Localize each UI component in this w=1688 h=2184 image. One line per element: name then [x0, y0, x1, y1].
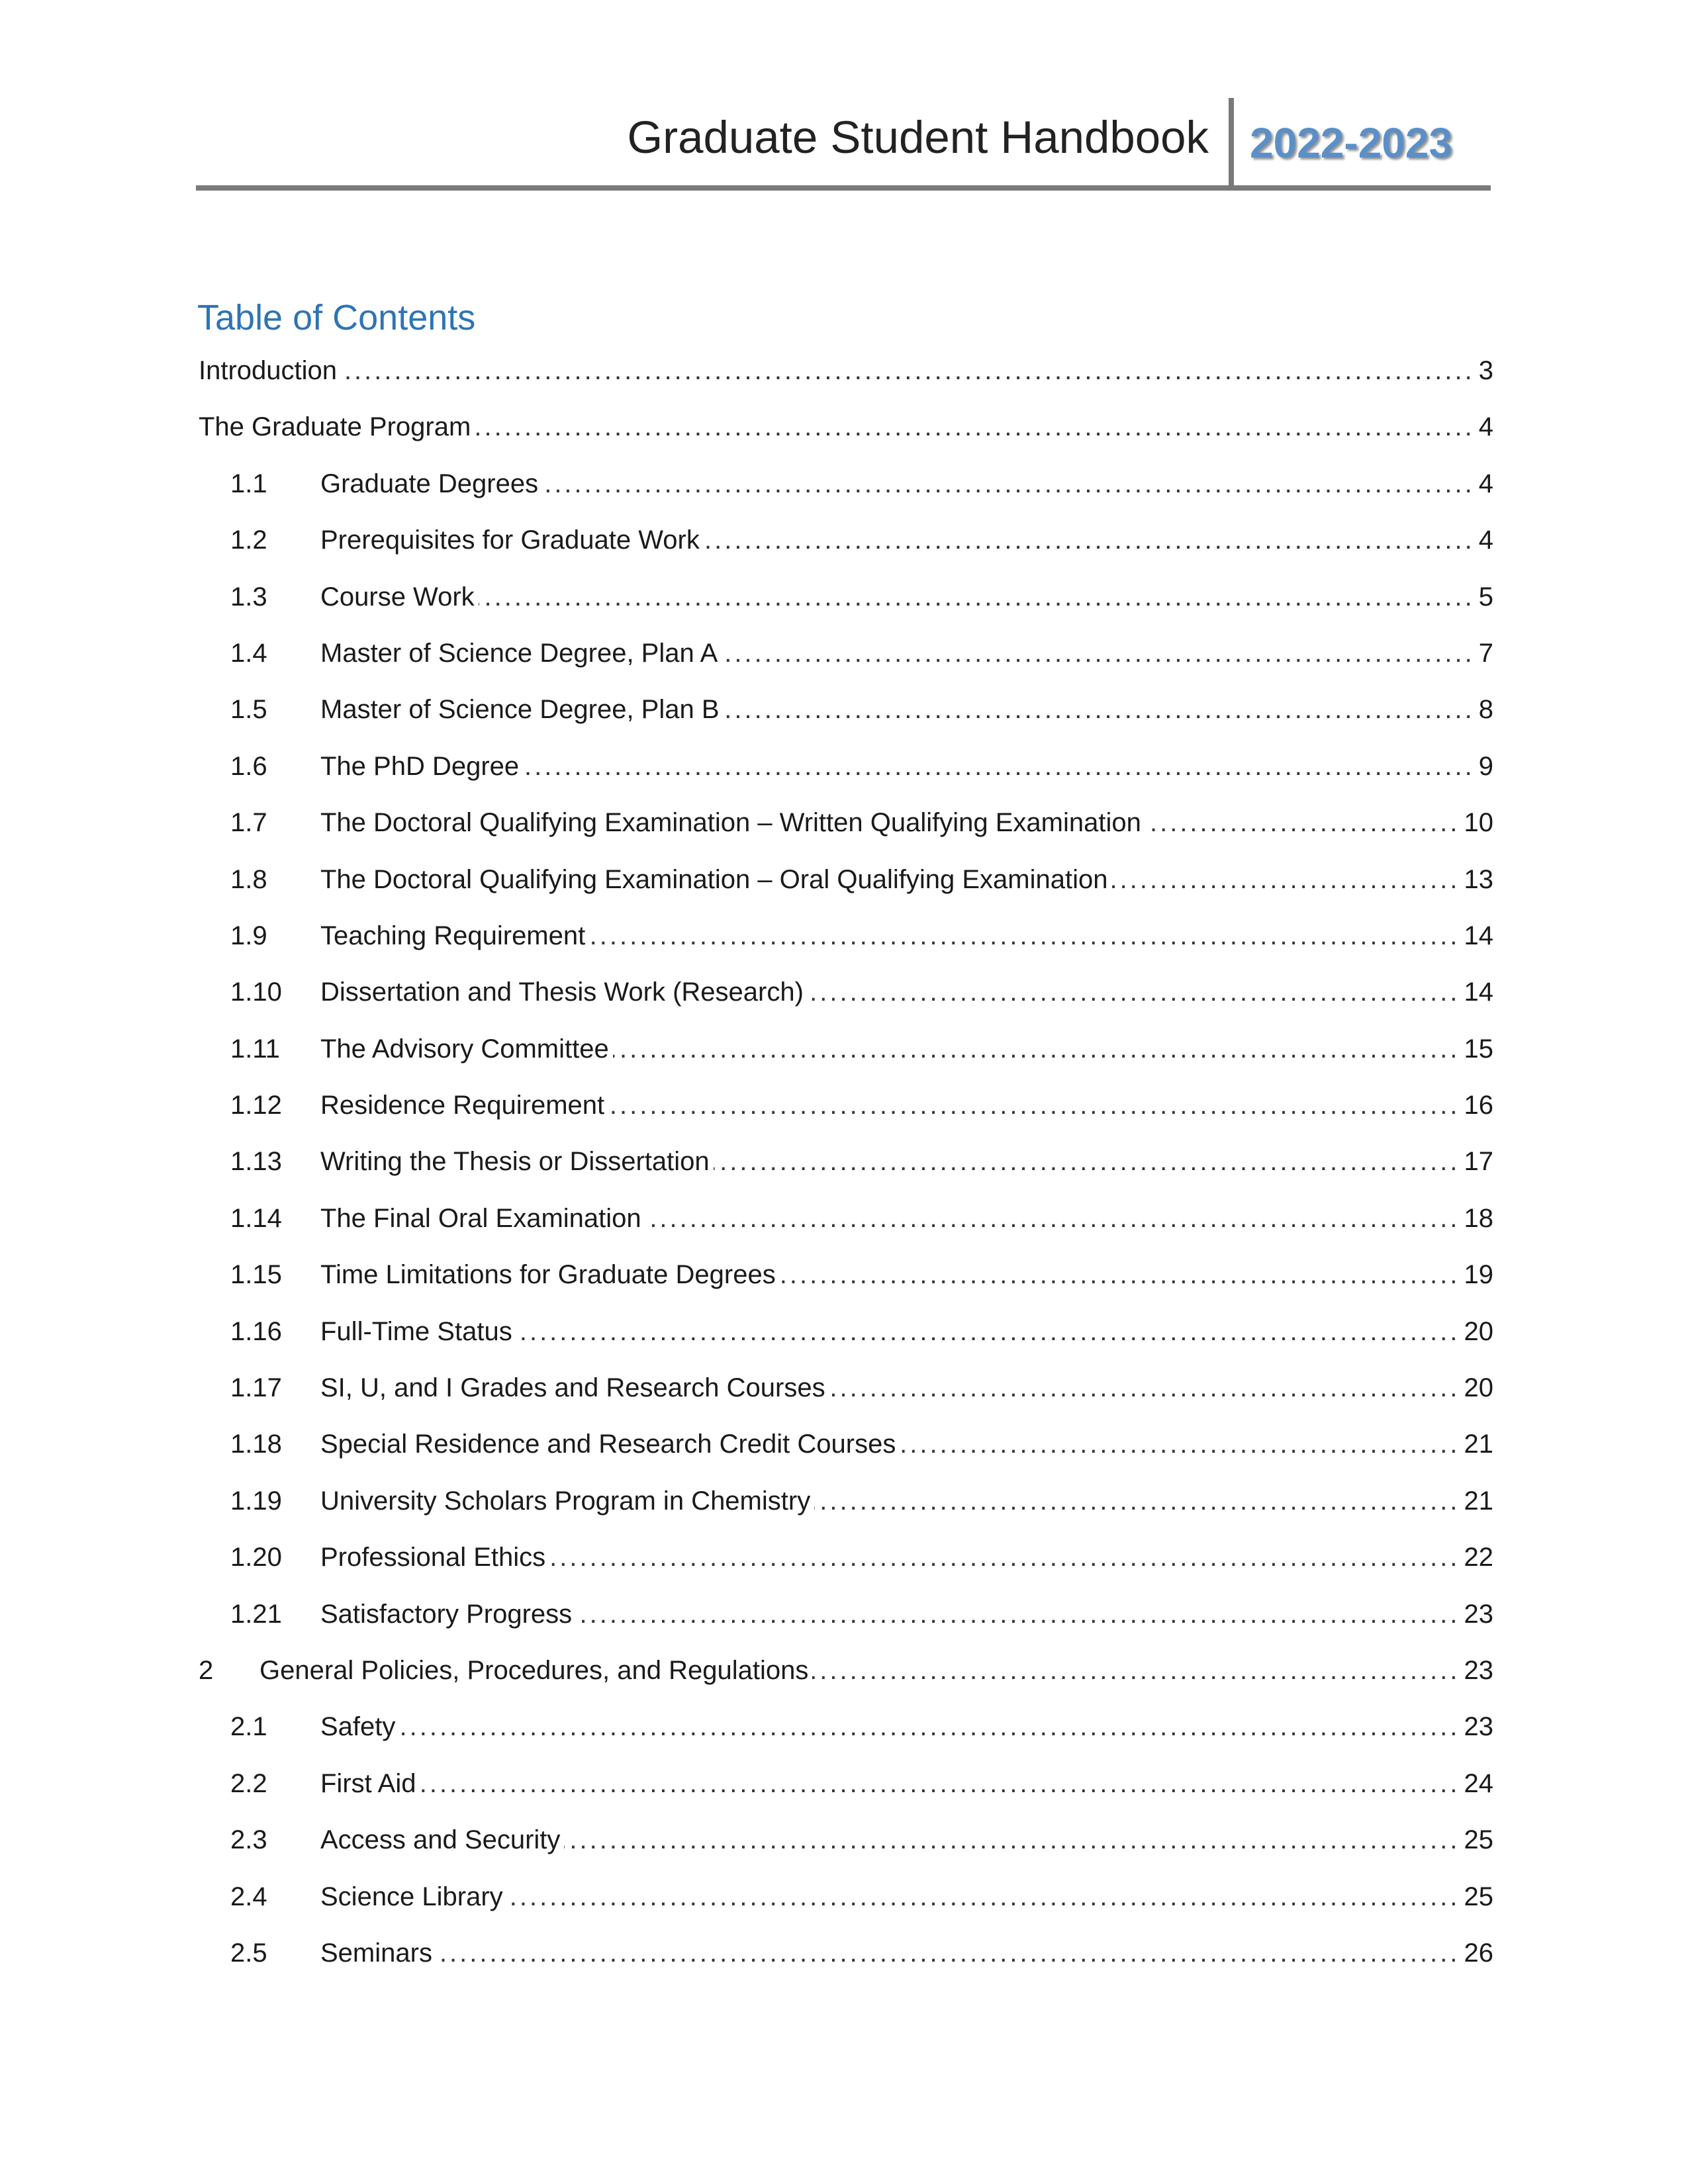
toc-entry-number: 2.5: [230, 1938, 267, 1968]
toc-entry-title: The Final Oral Examination: [320, 1203, 641, 1233]
toc-entry-number: 1.9: [230, 921, 267, 950]
toc-dot-leader: [829, 1368, 1460, 1408]
toc-dot-leader: [1111, 860, 1460, 899]
toc-entry[interactable]: [199, 972, 1493, 1028]
toc-dot-leader: [436, 1933, 1460, 1973]
toc-list: [199, 351, 1493, 1989]
page-header: [196, 98, 1491, 191]
toc-entry[interactable]: [199, 1594, 1493, 1651]
toc-entry-number: 1.21: [230, 1599, 282, 1629]
toc-entry-title: Residence Requirement: [320, 1091, 605, 1120]
toc-dot-leader: [589, 916, 1460, 956]
toc-entry-page: 17: [1464, 1147, 1493, 1177]
toc-entry-number: 1.10: [230, 978, 282, 1007]
toc-dot-leader: [608, 1085, 1460, 1125]
toc-entry-page: 24: [1464, 1768, 1493, 1798]
toc-entry-number: 1.14: [230, 1203, 282, 1233]
header-rule: [196, 185, 1491, 191]
toc-entry-number: 1.16: [230, 1316, 282, 1346]
toc-entry-page: 18: [1464, 1203, 1493, 1233]
toc-entry-number: 1.7: [230, 808, 267, 838]
toc-entry-page: 4: [1478, 412, 1493, 442]
toc-entry-title: Safety: [320, 1712, 396, 1742]
toc-entry-title: University Scholars Program in Chemistry: [320, 1486, 811, 1516]
toc-entry[interactable]: [199, 860, 1493, 916]
toc-entry[interactable]: [199, 351, 1493, 407]
toc-entry-title: Seminars: [320, 1938, 432, 1968]
toc-entry[interactable]: [199, 1029, 1493, 1085]
toc-entry[interactable]: [199, 1199, 1493, 1255]
toc-entry-page: 22: [1464, 1543, 1493, 1572]
toc-dot-leader: [704, 520, 1475, 560]
toc-entry-number: 1.13: [230, 1147, 282, 1177]
toc-entry[interactable]: [199, 1085, 1493, 1142]
toc-dot-leader: [722, 633, 1474, 673]
toc-entry[interactable]: [199, 1651, 1493, 1707]
toc-entry-number: 1.17: [230, 1373, 282, 1403]
toc-entry-title: The Doctoral Qualifying Examination – Written Qualifying Examination: [320, 808, 1141, 838]
toc-entry-number: 1.2: [230, 525, 267, 555]
toc-entry-title: Introduction: [199, 356, 338, 385]
toc-entry-page: 14: [1464, 978, 1493, 1007]
toc-entry-page: 8: [1478, 695, 1493, 725]
toc-entry-title: Satisfactory Progress: [320, 1599, 573, 1629]
toc-entry[interactable]: [199, 690, 1493, 746]
toc-entry-number: 1.12: [230, 1091, 282, 1120]
toc-entry-title: Master of Science Degree, Plan A: [320, 638, 718, 668]
toc-entry-number: 1.20: [230, 1543, 282, 1572]
toc-entry[interactable]: [199, 1424, 1493, 1480]
toc-entry-page: 21: [1464, 1486, 1493, 1516]
toc-dot-leader: [1145, 803, 1460, 842]
toc-entry[interactable]: [199, 1312, 1493, 1368]
toc-entry-page: 20: [1464, 1316, 1493, 1346]
toc-dot-leader: [475, 407, 1474, 447]
toc-dot-leader: [724, 690, 1475, 729]
toc-entry-page: 25: [1464, 1825, 1493, 1855]
toc-entry-title: The PhD Degree: [320, 751, 520, 781]
header-divider: [1229, 98, 1234, 189]
toc-entry-title: Dissertation and Thesis Work (Research): [320, 978, 804, 1007]
toc-entry-number: 1.19: [230, 1486, 282, 1516]
toc-entry-number: 2.4: [230, 1882, 267, 1911]
toc-entry-title: Master of Science Degree, Plan B: [320, 695, 720, 725]
toc-entry-number: 1.1: [230, 469, 267, 498]
toc-entry-page: 19: [1464, 1260, 1493, 1290]
toc-entry[interactable]: [199, 633, 1493, 690]
toc-entry-title: Teaching Requirement: [320, 921, 586, 950]
toc-entry-page: 4: [1478, 525, 1493, 555]
toc-entry-number: 1.3: [230, 582, 267, 612]
toc-entry-page: 23: [1464, 1655, 1493, 1685]
toc-entry-title: Graduate Degrees: [320, 469, 539, 498]
toc-entry-number: 2.2: [230, 1768, 267, 1798]
toc-entry-number: 1.4: [230, 638, 267, 668]
toc-entry-page: 15: [1464, 1034, 1493, 1064]
toc-dot-leader: [341, 351, 1475, 390]
toc-entry-title: The Doctoral Qualifying Examination – Oral Qualifying Examination: [320, 864, 1108, 894]
toc-entry-page: 16: [1464, 1091, 1493, 1120]
toc-entry[interactable]: [199, 1537, 1493, 1594]
toc-entry-page: 9: [1478, 751, 1493, 781]
toc-entry-number: 1.6: [230, 751, 267, 781]
toc-entry-number: 1.5: [230, 695, 267, 725]
toc-entry-page: 23: [1464, 1599, 1493, 1629]
toc-entry[interactable]: [199, 916, 1493, 972]
toc-entry[interactable]: [199, 464, 1493, 520]
toc-dot-leader: [479, 577, 1475, 617]
toc-entry-page: 20: [1464, 1373, 1493, 1403]
toc-entry-page: 26: [1464, 1938, 1493, 1968]
toc-dot-leader: [714, 1142, 1460, 1181]
toc-entry-title: Course Work: [320, 582, 475, 612]
toc-dot-leader: [814, 1481, 1460, 1521]
toc-entry[interactable]: [199, 1368, 1493, 1424]
toc-entry-page: 14: [1464, 921, 1493, 950]
toc-entry-number: 1.8: [230, 864, 267, 894]
toc-dot-leader: [542, 464, 1475, 504]
toc-dot-leader: [516, 1312, 1460, 1351]
toc-entry-title: Special Residence and Research Credit Courses: [320, 1430, 896, 1459]
toc-entry[interactable]: [199, 1933, 1493, 1989]
document-year: 2022-2023: [1250, 119, 1453, 167]
toc-entry-number: 2: [199, 1655, 214, 1685]
toc-entry[interactable]: [199, 1481, 1493, 1537]
toc-dot-leader: [507, 1877, 1460, 1917]
toc-entry-page: 23: [1464, 1712, 1493, 1742]
toc-entry-page: 5: [1478, 582, 1493, 612]
toc-entry-page: 21: [1464, 1430, 1493, 1459]
toc-entry-title: General Policies, Procedures, and Regulations: [259, 1655, 809, 1685]
toc-dot-leader: [549, 1537, 1460, 1577]
toc-heading: Table of Contents: [197, 298, 476, 338]
toc-entry[interactable]: [199, 1764, 1493, 1820]
toc-dot-leader: [399, 1707, 1460, 1747]
toc-entry[interactable]: [199, 520, 1493, 576]
toc-entry-title: Access and Security: [320, 1825, 561, 1855]
toc-entry-number: 1.15: [230, 1260, 282, 1290]
toc-dot-leader: [808, 972, 1460, 1012]
toc-entry[interactable]: [199, 1707, 1493, 1763]
toc-entry[interactable]: [199, 1877, 1493, 1933]
toc-entry-title: Science Library: [320, 1882, 503, 1911]
toc-entry[interactable]: [199, 577, 1493, 633]
toc-entry-page: 4: [1478, 469, 1493, 498]
toc-entry-page: 25: [1464, 1882, 1493, 1911]
toc-entry-number: 2.3: [230, 1825, 267, 1855]
toc-entry-title: The Advisory Committee: [320, 1034, 609, 1064]
toc-entry-page: 13: [1464, 864, 1493, 894]
toc-entry[interactable]: [199, 407, 1493, 463]
toc-entry-title: First Aid: [320, 1768, 416, 1798]
toc-entry-number: 1.11: [230, 1034, 280, 1064]
toc-entry[interactable]: [199, 1820, 1493, 1876]
toc-entry[interactable]: [199, 747, 1493, 803]
toc-dot-leader: [812, 1651, 1460, 1690]
toc-entry-title: Full-Time Status: [320, 1316, 512, 1346]
toc-entry-title: Prerequisites for Graduate Work: [320, 525, 700, 555]
toc-entry-title: Professional Ethics: [320, 1543, 546, 1572]
toc-entry-title: Writing the Thesis or Dissertation: [320, 1147, 710, 1177]
toc-dot-leader: [780, 1255, 1460, 1295]
toc-entry[interactable]: [199, 1142, 1493, 1198]
toc-dot-leader: [645, 1199, 1460, 1238]
toc-dot-leader: [613, 1029, 1460, 1069]
toc-dot-leader: [900, 1424, 1460, 1464]
toc-entry-number: 2.1: [230, 1712, 267, 1742]
toc-entry-title: Time Limitations for Graduate Degrees: [320, 1260, 776, 1290]
toc-entry-title: SI, U, and I Grades and Research Courses: [320, 1373, 825, 1403]
toc-entry-number: 1.18: [230, 1430, 282, 1459]
toc-dot-leader: [576, 1594, 1460, 1634]
toc-dot-leader: [564, 1820, 1460, 1860]
toc-entry-page: 7: [1478, 638, 1493, 668]
toc-entry-page: 3: [1478, 356, 1493, 385]
document-title: Graduate Student Handbook: [627, 112, 1209, 163]
toc-dot-leader: [523, 747, 1475, 786]
toc-entry-title: The Graduate Program: [199, 412, 471, 442]
toc-dot-leader: [420, 1764, 1460, 1803]
toc-entry[interactable]: [199, 803, 1493, 859]
toc-entry[interactable]: [199, 1255, 1493, 1311]
toc-entry-page: 10: [1464, 808, 1493, 838]
